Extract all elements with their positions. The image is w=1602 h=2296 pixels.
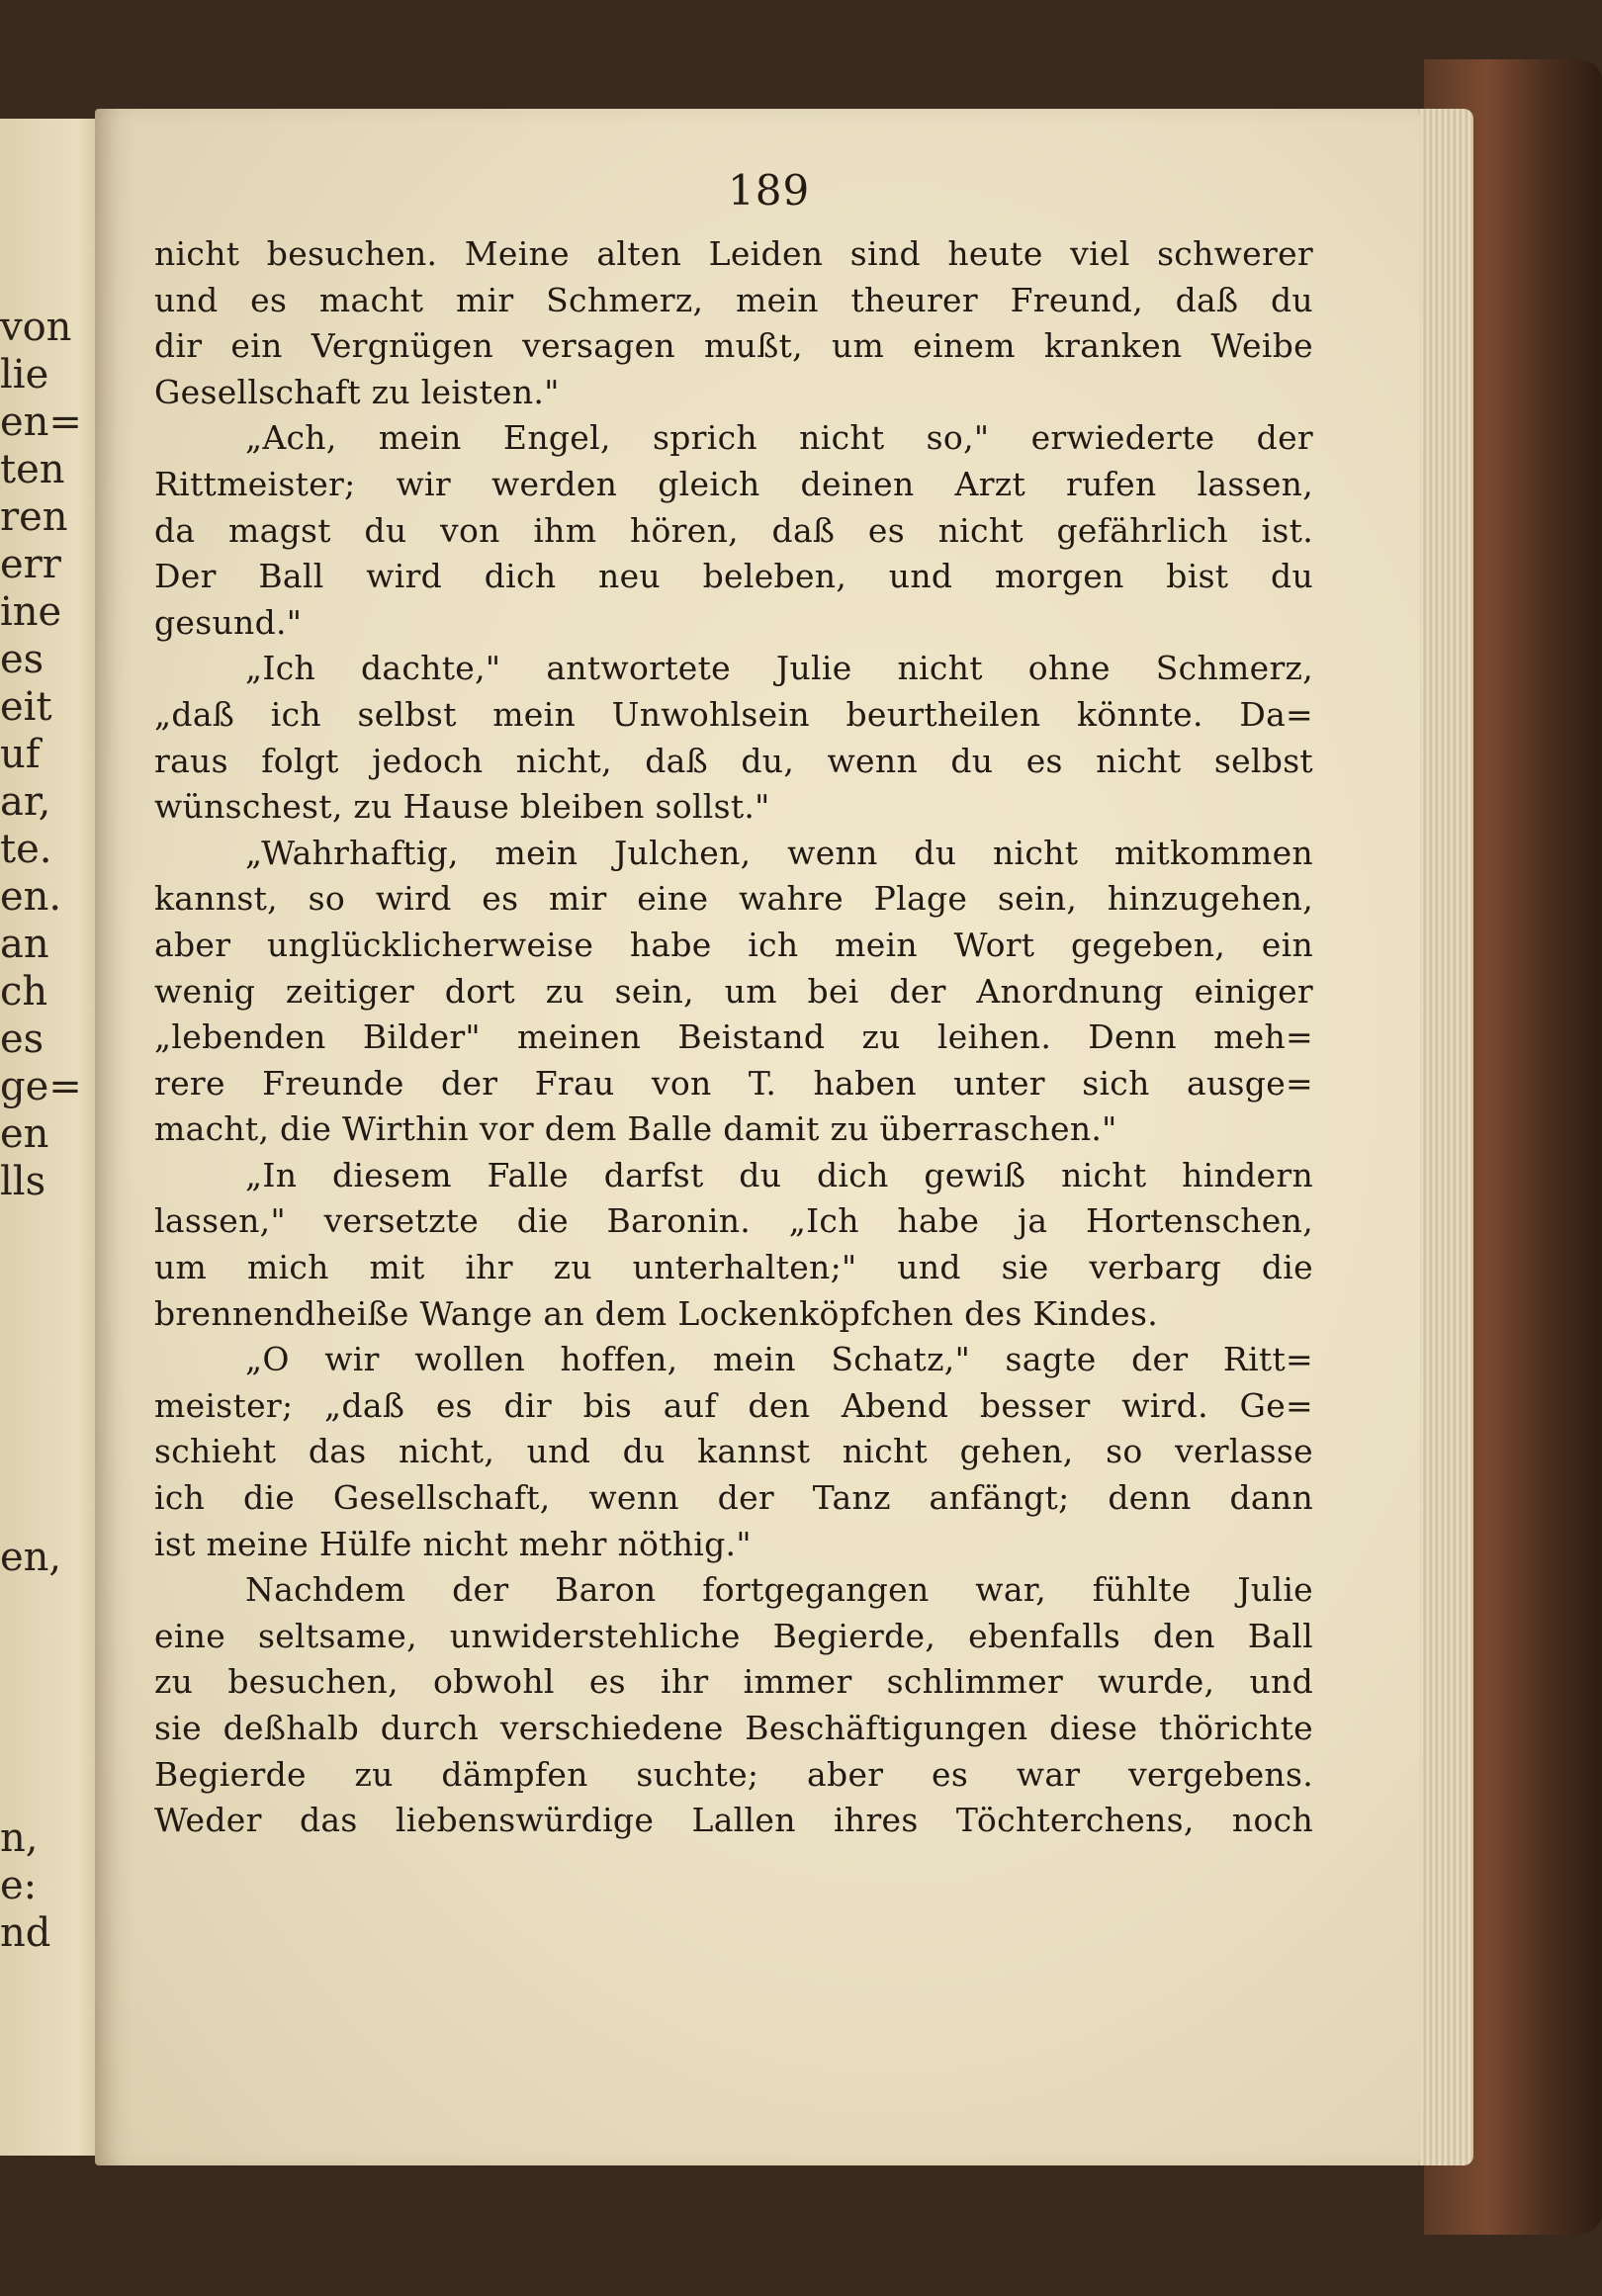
text-line: meister; „daß es dir bis auf den Abend besser wird. Ge=	[154, 1385, 1313, 1425]
left-fragment: ar,	[0, 779, 51, 825]
left-fragment: en,	[0, 1535, 62, 1580]
left-fragment: eit	[0, 684, 52, 730]
text-line: rere Freunde der Frau von T. haben unter sich ausge=	[154, 1063, 1313, 1103]
left-fragment: es	[0, 1016, 44, 1062]
left-fragment: uf	[0, 732, 41, 777]
left-fragment: lie	[0, 352, 49, 397]
left-fragment: e:	[0, 1863, 38, 1908]
left-fragment: ine	[0, 589, 62, 635]
text-line: zu besuchen, obwohl es ihr immer schlimmer wurde, und	[154, 1662, 1313, 1702]
left-fragment: en.	[0, 874, 62, 920]
text-line: nicht besuchen. Meine alten Leiden sind heute viel schwerer	[154, 234, 1313, 273]
text-line: Der Ball wird dich neu beleben, und morgen bist du	[154, 557, 1313, 596]
left-fragment: ren	[0, 494, 68, 540]
text-line: aber unglücklicherweise habe ich mein Wort gegeben, ein	[154, 925, 1313, 964]
page-number: 189	[728, 166, 811, 215]
left-fragment: en	[0, 1111, 49, 1157]
book-page	[95, 109, 1420, 2165]
text-line: „Ach, mein Engel, sprich nicht so," erwiederte der	[245, 418, 1313, 458]
text-line: macht, die Wirthin vor dem Balle damit zu überraschen."	[154, 1109, 1117, 1149]
text-line: „Wahrhaftig, mein Julchen, wenn du nicht mitkommen	[245, 833, 1313, 872]
text-line: Nachdem der Baron fortgegangen war, fühlte Julie	[245, 1570, 1313, 1610]
text-line: ich die Gesellschaft, wenn der Tanz anfängt; denn dann	[154, 1478, 1313, 1518]
text-line: „In diesem Falle darfst du dich gewiß nicht hindern	[245, 1155, 1313, 1194]
left-fragment: ten	[0, 447, 65, 492]
left-fragment: lls	[0, 1159, 46, 1204]
text-line: kannst, so wird es mir eine wahre Plage sein, hinzugehen,	[154, 879, 1313, 919]
left-fragment: err	[0, 542, 61, 587]
left-fragment: n,	[0, 1815, 39, 1861]
text-line: und es macht mir Schmerz, mein theurer Freund, daß du	[154, 280, 1313, 319]
text-line: wünschest, zu Hause bleiben sollst."	[154, 787, 770, 827]
page-text	[154, 231, 1313, 1844]
text-line: Rittmeister; wir werden gleich deinen Arzt rufen lassen,	[154, 464, 1313, 503]
text-line: gesund."	[154, 602, 303, 642]
text-line: „daß ich selbst mein Unwohlsein beurtheilen könnte. Da=	[154, 694, 1313, 734]
text-line: „lebenden Bilder" meinen Beistand zu leihen. Denn meh=	[154, 1017, 1313, 1057]
text-line: um mich mit ihr zu unterhalten;" und sie verbarg die	[154, 1248, 1313, 1287]
text-line: lassen," versetzte die Baronin. „Ich habe ja Hortenschen,	[154, 1201, 1313, 1241]
text-line: Begierde zu dämpfen suchte; aber es war vergebens.	[154, 1754, 1313, 1794]
text-line: schieht das nicht, und du kannst nicht gehen, so verlasse	[154, 1432, 1313, 1471]
left-fragment: te.	[0, 827, 52, 872]
text-line: ist meine Hülfe nicht mehr nöthig."	[154, 1524, 752, 1563]
left-fragment: es	[0, 637, 44, 682]
text-line: brennendheiße Wange an dem Lockenköpfchen des Kindes.	[154, 1293, 1158, 1333]
left-fragment: en=	[0, 399, 82, 445]
text-line: wenig zeitiger dort zu sein, um bei der Anordnung einiger	[154, 971, 1313, 1011]
left-fragment: an	[0, 922, 49, 967]
left-fragment: von	[0, 305, 72, 350]
text-line: dir ein Vergnügen versagen mußt, um einem kranken Weibe	[154, 326, 1313, 366]
text-line: Weder das liebenswürdige Lallen ihres Töchterchens, noch	[154, 1801, 1313, 1840]
text-line: eine seltsame, unwiderstehliche Begierde, ebenfalls den Ball	[154, 1616, 1313, 1655]
left-fragment: ge=	[0, 1064, 82, 1109]
text-line: sie deßhalb durch verschiedene Beschäftigungen diese thörichte	[154, 1709, 1313, 1747]
text-line: Gesellschaft zu leisten."	[154, 372, 560, 411]
left-fragment: nd	[0, 1910, 51, 1956]
text-line: da magst du von ihm hören, daß es nicht gefährlich ist.	[154, 510, 1313, 550]
text-line: „Ich dachte," antwortete Julie nicht ohne Schmerz,	[245, 649, 1313, 688]
text-line: raus folgt jedoch nicht, daß du, wenn du es nicht selbst	[154, 741, 1313, 780]
left-fragment: ch	[0, 969, 48, 1015]
text-line: „O wir wollen hoffen, mein Schatz," sagte der Ritt=	[245, 1340, 1313, 1379]
